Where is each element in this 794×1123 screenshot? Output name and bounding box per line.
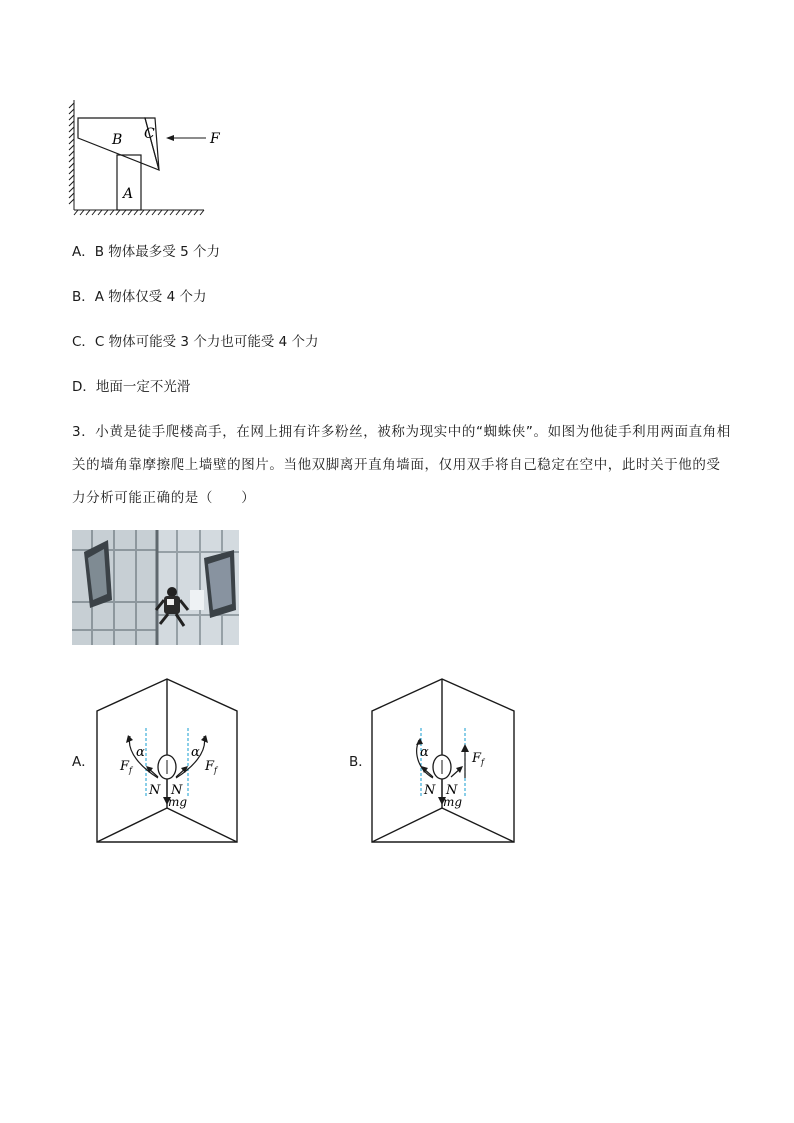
option-d-q2: D．地面一定不光滑 — [72, 379, 191, 395]
n-label-right: N — [446, 783, 458, 798]
question-3 — [72, 416, 732, 515]
n-label-left: N — [424, 783, 436, 798]
ff-label-left: F — [120, 759, 130, 774]
label-f: F — [210, 131, 220, 147]
force-diagram-b — [371, 678, 517, 846]
alpha-label-left: α — [136, 745, 145, 760]
mg-label: mg — [443, 795, 463, 809]
ff-label: F — [472, 751, 482, 766]
question-number: 3． — [72, 424, 96, 440]
n-label-right: N — [171, 783, 183, 798]
ff-label-right: F — [205, 759, 215, 774]
label-c: C — [144, 126, 155, 142]
diagram-b-option-label: B． — [349, 754, 372, 770]
ff-sub: f — [481, 758, 484, 767]
climber-photo — [72, 530, 239, 645]
option-b-q2: B．A 物体仅受 4 个力 — [72, 289, 207, 305]
ff-sub-left: f — [129, 766, 132, 775]
label-a: A — [123, 186, 134, 202]
label-b: B — [112, 132, 123, 148]
block-diagram — [62, 95, 242, 220]
mg-label: mg — [168, 795, 188, 809]
option-c-q2: C．C 物体可能受 3 个力也可能受 4 个力 — [72, 334, 319, 350]
question-text: 小黄是徒手爬楼高手，在网上拥有许多粉丝，被称为现实中的“蜘蛛侠”。如图为他徒手利用两面直角相关的墙角靠摩擦爬上墙壁的图片。当他双脚离开直角墙面，仅用双手将自己稳定在空中，此时关于他的受力分析可能正确的是（ ） — [72, 424, 731, 506]
option-a-q2: A．B 物体最多受 5 个力 — [72, 244, 220, 260]
force-diagram-a — [96, 678, 242, 846]
alpha-label: α — [420, 745, 429, 760]
diagram-a-option-label: A． — [72, 754, 95, 770]
ff-sub-right: f — [214, 766, 217, 775]
n-label-left: N — [149, 783, 161, 798]
alpha-label-right: α — [191, 745, 200, 760]
